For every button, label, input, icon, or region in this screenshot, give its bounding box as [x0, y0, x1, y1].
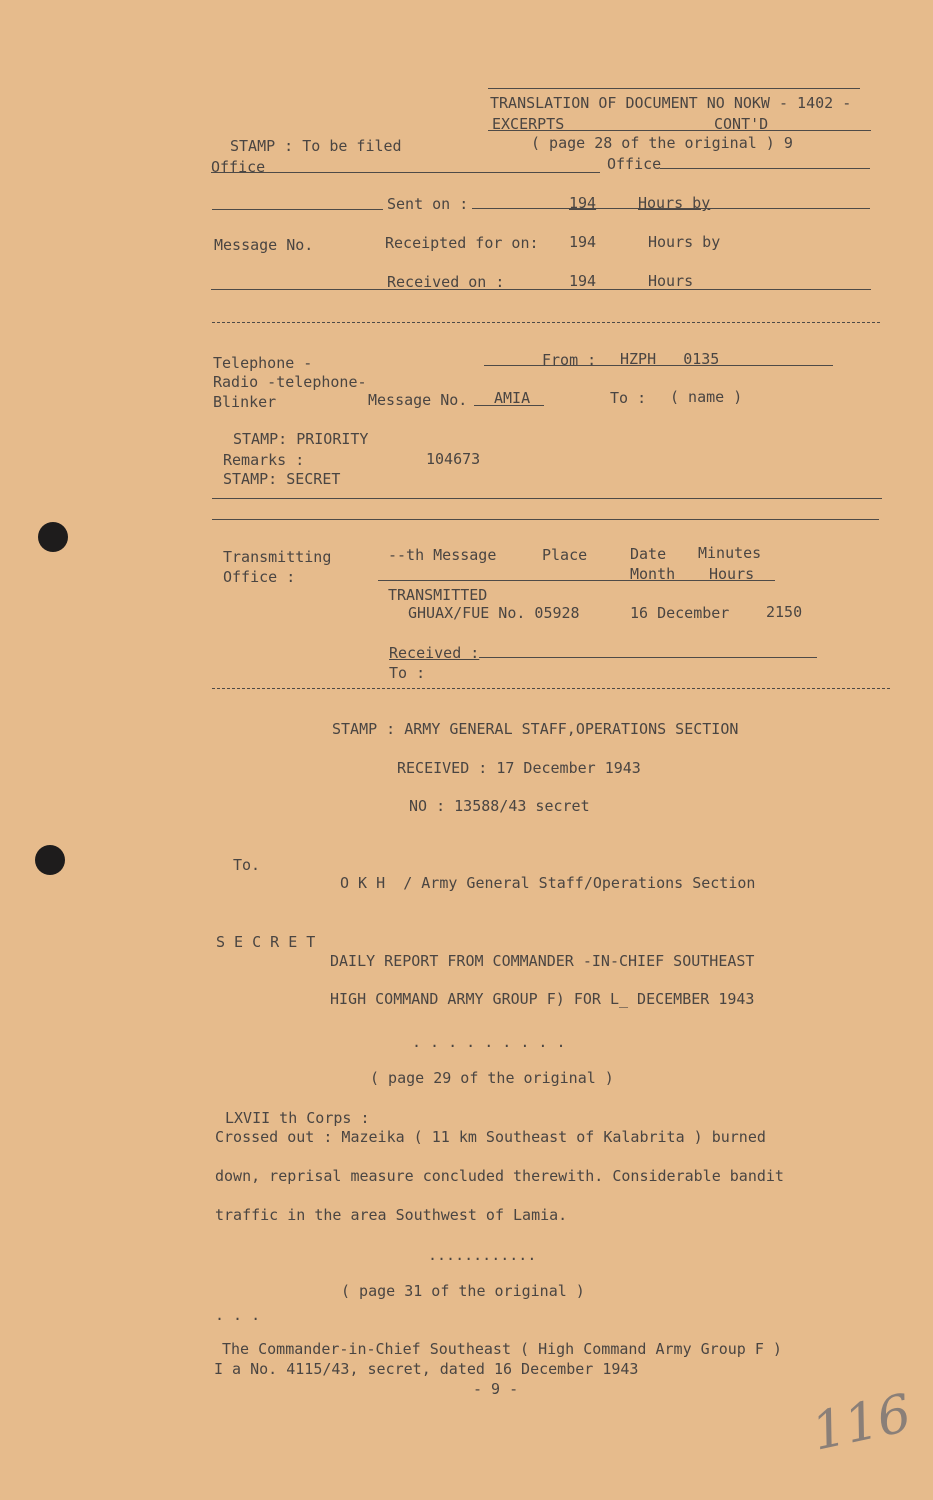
transmission-time: 2150: [766, 603, 803, 621]
from-value: HZPH 0135: [620, 350, 720, 368]
to-name-value: ( name ): [670, 388, 743, 406]
remarks-label: Remarks :: [223, 451, 305, 469]
stamp-secret: STAMP: SECRET: [223, 470, 341, 488]
received-on-label: Received on :: [387, 273, 505, 291]
page-ref-28: ( page 28 of the original ) 9: [531, 134, 793, 152]
page-number: - 9 -: [473, 1380, 519, 1398]
remarks-value: 104673: [426, 450, 481, 468]
sent-on-label: Sent on :: [387, 195, 469, 213]
daily-report-line-2: HIGH COMMAND ARMY GROUP F) FOR L_ DECEMBER 1943: [330, 990, 755, 1008]
transmitting-label: Transmitting: [223, 548, 332, 566]
sent-on-right-rule: [472, 208, 870, 209]
recipient-okh: O K H / Army General Staff/Operations Section: [340, 874, 756, 892]
received-rule: [479, 657, 817, 658]
transmitting-rule: [378, 580, 775, 581]
translation-title: TRANSLATION OF DOCUMENT NO NOKW - 1402 -: [490, 94, 852, 112]
header-top-rule: [488, 88, 860, 89]
from-rule: [484, 365, 833, 366]
received-on-hours: Hours: [648, 272, 694, 290]
handwritten-page-number: 116: [806, 1383, 917, 1463]
place-label: Place: [542, 546, 588, 564]
received-on-rule: [211, 289, 871, 290]
office-left-label: Office: [211, 158, 266, 176]
radio-telephone-label: Radio -telephone-: [213, 373, 367, 391]
daily-report-line-1: DAILY REPORT FROM COMMANDER -IN-CHIEF SOUTHEAST: [330, 952, 755, 970]
message-no-label: Message No.: [214, 236, 314, 254]
to-label: To :: [610, 389, 647, 407]
paragraph-line-2: down, reprisal measure concluded therewith. Considerable bandit: [215, 1167, 784, 1185]
receipted-hours: Hours by: [648, 233, 721, 251]
excerpts-label: EXCERPTS: [492, 115, 565, 133]
message-no-2-rule: [474, 405, 544, 406]
blinker-label: Blinker: [213, 393, 277, 411]
transmitting-office-label: Office :: [223, 568, 296, 586]
stamp-army-general-staff: STAMP : ARMY GENERAL STAFF,OPERATIONS SECTION: [332, 720, 739, 738]
message-no-2-label: Message No.: [368, 391, 468, 409]
to-label-3: To.: [233, 856, 261, 874]
dashed-separator-2: [212, 688, 890, 689]
contd-label: CONT'D: [714, 115, 769, 133]
page-31-ref: ( page 31 of the original ): [341, 1282, 585, 1300]
received-label: Received :: [389, 644, 480, 662]
dashed-separator-1: [212, 322, 880, 323]
receipted-for-label: Receipted for on:: [385, 234, 539, 252]
paragraph-line-1: Crossed out : Mazeika ( 11 km Southeast of Kalabrita ) burned: [215, 1128, 766, 1146]
excerpts-rule: [488, 130, 871, 131]
transmission-date: 16 December: [630, 604, 730, 622]
message-no-2-value: AMIA: [494, 389, 531, 407]
dots-separator-2: ............: [428, 1246, 537, 1264]
transmitted-label: TRANSMITTED: [388, 586, 488, 604]
punch-hole-top: [38, 522, 68, 552]
office-right-label: Office: [607, 155, 662, 173]
transmission-ref-no: GHUAX/FUE No. 05928: [408, 604, 580, 622]
section-rule-2: [212, 519, 879, 520]
secret-label: S E C R E T: [216, 933, 316, 951]
stamp-to-be-filed: STAMP : To be filed: [230, 137, 402, 155]
stamp-received-date: RECEIVED : 17 December 1943: [397, 759, 641, 777]
from-label: From :: [542, 351, 597, 369]
th-message-label: --th Message: [388, 546, 497, 564]
receipted-year: 194: [569, 233, 597, 251]
sent-on-year: 194: [569, 194, 597, 212]
hours-label: Hours: [709, 565, 755, 583]
punch-hole-bottom: [35, 845, 65, 875]
sent-on-hours: Hours by: [638, 194, 711, 212]
to-label-2: To :: [389, 664, 426, 682]
telephone-label: Telephone -: [213, 354, 313, 372]
dots-separator-3: . . .: [215, 1306, 261, 1324]
office-left-rule: [211, 172, 600, 173]
section-rule-1: [212, 498, 882, 499]
signature-line-2: I a No. 4115/43, secret, dated 16 December 1943: [214, 1360, 639, 1378]
paragraph-line-3: traffic in the area Southwest of Lamia.: [215, 1206, 568, 1224]
page-29-ref: ( page 29 of the original ): [370, 1069, 614, 1087]
corps-heading: LXVII th Corps :: [225, 1109, 370, 1127]
date-label: Date: [630, 545, 667, 563]
stamp-number: NO : 13588/43 secret: [409, 797, 590, 815]
dots-separator-1: . . . . . . . . .: [412, 1033, 566, 1051]
received-on-year: 194: [569, 272, 597, 290]
sent-on-left-rule: [212, 209, 383, 210]
stamp-priority: STAMP: PRIORITY: [233, 430, 369, 448]
minutes-label: Minutes: [698, 544, 762, 562]
month-label: Month: [630, 565, 676, 583]
office-right-rule: [660, 168, 870, 169]
signature-line-1: The Commander-in-Chief Southeast ( High Command Army Group F ): [222, 1340, 782, 1358]
